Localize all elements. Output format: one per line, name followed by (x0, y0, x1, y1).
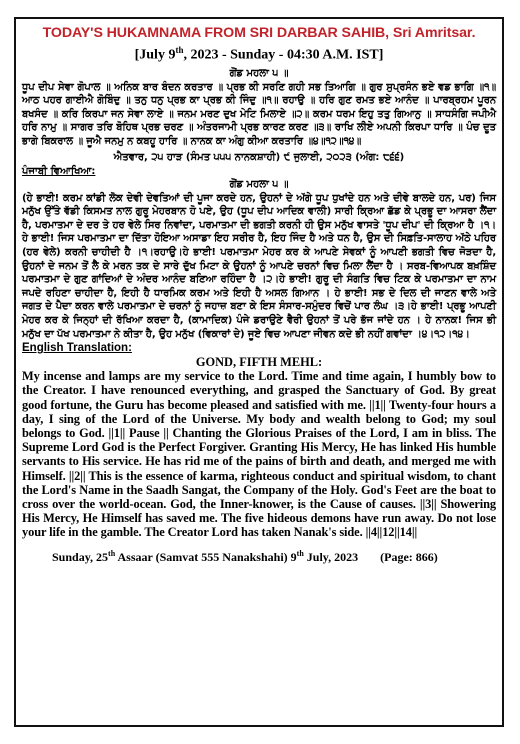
english-date-c: July, 2023 (303, 549, 359, 564)
subtitle-date-open: [July 9 (134, 47, 176, 63)
english-date-b: Assaar (Samvat 555 Nanakshahi) 9 (115, 549, 297, 564)
punjabi-date: ਐਤਵਾਰ, ੨੫ ਹਾੜ (ਸੰਮਤ ੫੫੫ ਨਾਨਕਸ਼ਾਹੀ) ੯ ਜੁਲਾਈ, ੨੦੨੩ (ਅੰਗ: ੮੬੬) (113, 151, 405, 163)
page-number: (Page: 866) (380, 549, 438, 564)
gurbani-text: ਧੂਪ ਦੀਪ ਸੇਵਾ ਗੋਪਾਲ ॥ ਅਨਿਕ ਬਾਰ ਬੰਦਨ ਕਰਤਾਰ ॥ ਪ੍ਰਭ ਕੀ ਸਰਣਿ ਗਹੀ ਸਭ ਤਿਆਗਿ ॥ ਗੁਰ ਸੁਪ੍ਰਸੰਨ ਭਏ ਵਡ ਭਾਗਿ ॥੧॥ ਆਠ ਪਹਰ ਗਾਈਐ ਗੋਬਿੰਦੁ ॥ ਤਨੁ ਧਨੁ ਪ੍ਰਭ ਕਾ ਪ੍ਰਭ ਕੀ ਜਿੰਦੁ ॥੧॥ ਰਹਾਉ ॥ ਹਰਿ ਗੁਣ ਰਮਤ ਭਏ ਆਨੰਦ ॥ ਪਾਰਬ੍ਰਹਮ ਪੂਰਨ ਬਖਸੰਦ ॥ ਕਰਿ ਕਿਰਪਾ ਜਨ ਸੇਵਾ ਲਾਏ ॥ ਜਨਮ ਮਰਣ ਦੁਖ ਮੇਟਿ ਮਿਲਾਏ ॥੨॥ ਕਰਮ ਧਰਮ ਇਹੁ ਤਤੁ ਗਿਆਨੁ ॥ ਸਾਧਸੰਗਿ ਜਪੀਐ ਹਰਿ ਨਾਮੁ ॥ ਸਾਗਰ ਤਰਿ ਬੋਹਿਥ ਪ੍ਰਭ ਚਰਣ ॥ ਅੰਤਰਜਾਮੀ ਪ੍ਰਭ ਕਾਰਣ ਕਰਣ ॥੩॥ ਰਾਖਿ ਲੀਏ ਅਪਨੀ ਕਿਰਪਾ ਧਾਰਿ ॥ ਪੰਚ ਦੂਤ ਭਾਗੇ ਬਿਕਰਾਲ ॥ ਜੂਐ ਜਨਮੁ ਨ ਕਬਹੂ ਹਾਰਿ ॥ ਨਾਨਕ ਕਾ ਅੰਗੁ ਕੀਆ ਕਰਤਾਰਿ ॥੪॥੧੨॥੧੪॥ (22, 81, 496, 148)
vyakhya-heading: ਗੋਂਡ ਮਹਲਾ ੫ ॥ (229, 178, 289, 190)
vyakhya-label: ਪੰਜਾਬੀ ਵਿਆਖਿਆ: (22, 165, 96, 177)
english-text: My incense and lamps are my service to the Lord. Time and time again, I humbly bow to the Creator. I have renounced everything, and grasped the Sanctuary of God. By great good fortune, the Guru has become pleased and satisfied with me. ||1|| Twenty-four hours a day, I sing of the Lord of the Universe. My body and wealth belong to God; my soul belongs to God. ||1|| Pause || Chanting the Glorious Praises of the Lord, I am in bliss. The Supreme Lord God is the Perfect Forgiver. Granting His Mercy, He has linked His humble servants to His service. He has rid me of the pains of birth and death, and merged me with Himself. ||2|| This is the essence of karma, righteous conduct and spiritual wisdom, to chant the Lord's Name in the Saadh Sangat, the Company of the Holy. God's Feet are the boat to cross over the world-ocean. God, the Inner-knower, is the Cause of causes. ||3|| Showering His Mercy, He Himself has saved me. The five hideous demons have run away. Do not lose your life in the gamble. The Creator Lord has taken Nanak's side. ||4||12||14|| (22, 369, 496, 540)
vyakhya-text: (ਹੇ ਭਾਈ! ਕਰਮ ਕਾਂਡੀ ਲੋਕ ਦੇਵੀ ਦੇਵਤਿਆਂ ਦੀ ਪੂਜਾ ਕਰਦੇ ਹਨ, ਉਹਨਾਂ ਦੇ ਅੱਗੇ ਧੂਪ ਧੁਖਾਂਦੇ ਹਨ ਅਤੇ ਦੀਵੇ ਬਾਲਦੇ ਹਨ, ਪਰ) ਜਿਸ ਮਨੁੱਖ ਉੱਤੇ ਵੱਡੀ ਕਿਸਮਤ ਨਾਲ ਗੁਰੂ ਮੇਹਰਬਾਨ ਹੋ ਪਏ, ਉਹ (ਧੂਪ ਦੀਪ ਆਦਿਕ ਵਾਲੀ) ਸਾਰੀ ਕ੍ਰਿਆ ਛੱਡ ਕੇ ਪ੍ਰਭੂ ਦਾ ਆਸਰਾ ਲੈਂਦਾ ਹੈ, ਪਰਮਾਤਮਾ ਦੇ ਦਰ ਤੇ ਹਰ ਵੇਲੇ ਸਿਰ ਨਿਵਾਂਦਾ, ਪਰਮਾਤਮਾ ਦੀ ਭਗਤੀ ਕਰਨੀ ਹੀ ਉਸ ਮਨੁੱਖ ਵਾਸਤੇ 'ਧੂਪ ਦੀਪ' ਦੀ ਕ੍ਰਿਆ ਹੈ ।੧।ਹੇ ਭਾਈ! ਜਿਸ ਪਰਮਾਤਮਾ ਦਾ ਦਿੱਤਾ ਹੋਇਆ ਅਸਾਡਾ ਇਹ ਸਰੀਰ ਹੈ, ਇਹ ਜਿੰਦ ਹੈ ਅਤੇ ਧਨ ਹੈ, ਉਸ ਦੀ ਸਿਫ਼ਤਿ-ਸਾਲਾਹ ਅੱਠੇ ਪਹਿਰ (ਹਰ ਵੇਲੇ) ਕਰਨੀ ਚਾਹੀਦੀ ਹੈ ।੧।ਰਹਾਉ।ਹੇ ਭਾਈ! ਪਰਮਾਤਮਾ ਮੇਹਰ ਕਰ ਕੇ ਆਪਣੇ ਸੇਵਕਾਂ ਨੂੰ ਆਪਣੀ ਭਗਤੀ ਵਿਚ ਜੋੜਦਾ ਹੈ, ਉਹਨਾਂ ਦੇ ਜਨਮ ਤੋਂ ਲੈ ਕੇ ਮਰਨ ਤਕ ਦੇ ਸਾਰੇ ਦੁੱਖ ਮਿਟਾ ਕੇ ਉਹਨਾਂ ਨੂੰ ਆਪਣੇ ਚਰਨਾਂ ਵਿਚ ਮਿਲਾ ਲੈਂਦਾ ਹੈ । ਸਰਬ-ਵਿਆਪਕ ਬਖ਼ਸ਼ਿੰਦ ਪਰਮਾਤਮਾ ਦੇ ਗੁਣ ਗਾਂਦਿਆਂ ਦੇ ਅੰਦਰ ਆਨੰਦ ਬਣਿਆ ਰਹਿੰਦਾ ਹੈ ।੨।ਹੇ ਭਾਈ! ਗੁਰੂ ਦੀ ਸੰਗਤਿ ਵਿਚ ਟਿਕ ਕੇ ਪਰਮਾਤਮਾ ਦਾ ਨਾਮ ਜਪਦੇ ਰਹਿਣਾ ਚਾਹੀਦਾ ਹੈ, ਇਹੀ ਹੈ ਧਾਰਮਿਕ ਕਰਮ ਅਤੇ ਇਹੀ ਹੈ ਅਸਲ ਗਿਆਨ । ਹੇ ਭਾਈ! ਸਭ ਦੇ ਦਿਲ ਦੀ ਜਾਣਨ ਵਾਲੇ ਅਤੇ ਜਗਤ ਦੇ ਪੈਦਾ ਕਰਨ ਵਾਲੇ ਪਰਮਾਤਮਾ ਦੇ ਚਰਨਾਂ ਨੂੰ ਜਹਾਜ਼ ਬਣਾ ਕੇ ਇਸ ਸੰਸਾਰ-ਸਮੁੰਦਰ ਵਿਚੋਂ ਪਾਰ ਲੰਘ ।੩।ਹੇ ਭਾਈ! ਪ੍ਰਭੂ ਆਪਣੀ ਮੇਹਰ ਕਰ ਕੇ ਜਿਨ੍ਹਾਂ ਦੀ ਰੱਖਿਆ ਕਰਦਾ ਹੈ, (ਕਾਮਾਦਿਕ) ਪੰਜੇ ਡਰਾਉਣੇ ਵੈਰੀ ਉਹਨਾਂ ਤੋਂ ਪਰੇ ਭੱਜ ਜਾਂਦੇ ਹਨ । ਹੇ ਨਾਨਕ! ਜਿਸ ਭੀ ਮਨੁੱਖ ਦਾ ਪੱਖ ਪਰਮਾਤਮਾ ਨੇ ਕੀਤਾ ਹੈ, ਉਹ ਮਨੁੱਖ (ਵਿਕਾਰਾਂ ਦੇ) ਜੂਏ ਵਿਚ ਆਪਣਾ ਜੀਵਨ ਕਦੇ ਭੀ ਨਹੀਂ ਗਵਾਂਦਾ ।੪।੧੨।੧੪। (22, 192, 496, 340)
english-date-a: Sunday, 25 (52, 549, 109, 564)
hukamnama-frame (14, 17, 504, 727)
english-heading: GOND, FIFTH MEHL: (195, 355, 323, 370)
english-date (22, 546, 496, 565)
english-date-b-suffix: th (296, 548, 304, 558)
subtitle-date-rest: , 2023 - Sunday - 04:30 A.M. IST] (183, 47, 384, 63)
english-date-a-suffix: th (108, 548, 116, 558)
page-title: TODAY'S HUKAMNAMA FROM SRI DARBAR SAHIB, Sri Amritsar. (42, 25, 476, 41)
page-subtitle (22, 42, 496, 64)
gurbani-heading: ਗੋਂਡ ਮਹਲਾ ੫ ॥ (229, 67, 289, 79)
subtitle-date-suffix: th (175, 45, 184, 55)
english-label: English Translation: (22, 342, 132, 355)
